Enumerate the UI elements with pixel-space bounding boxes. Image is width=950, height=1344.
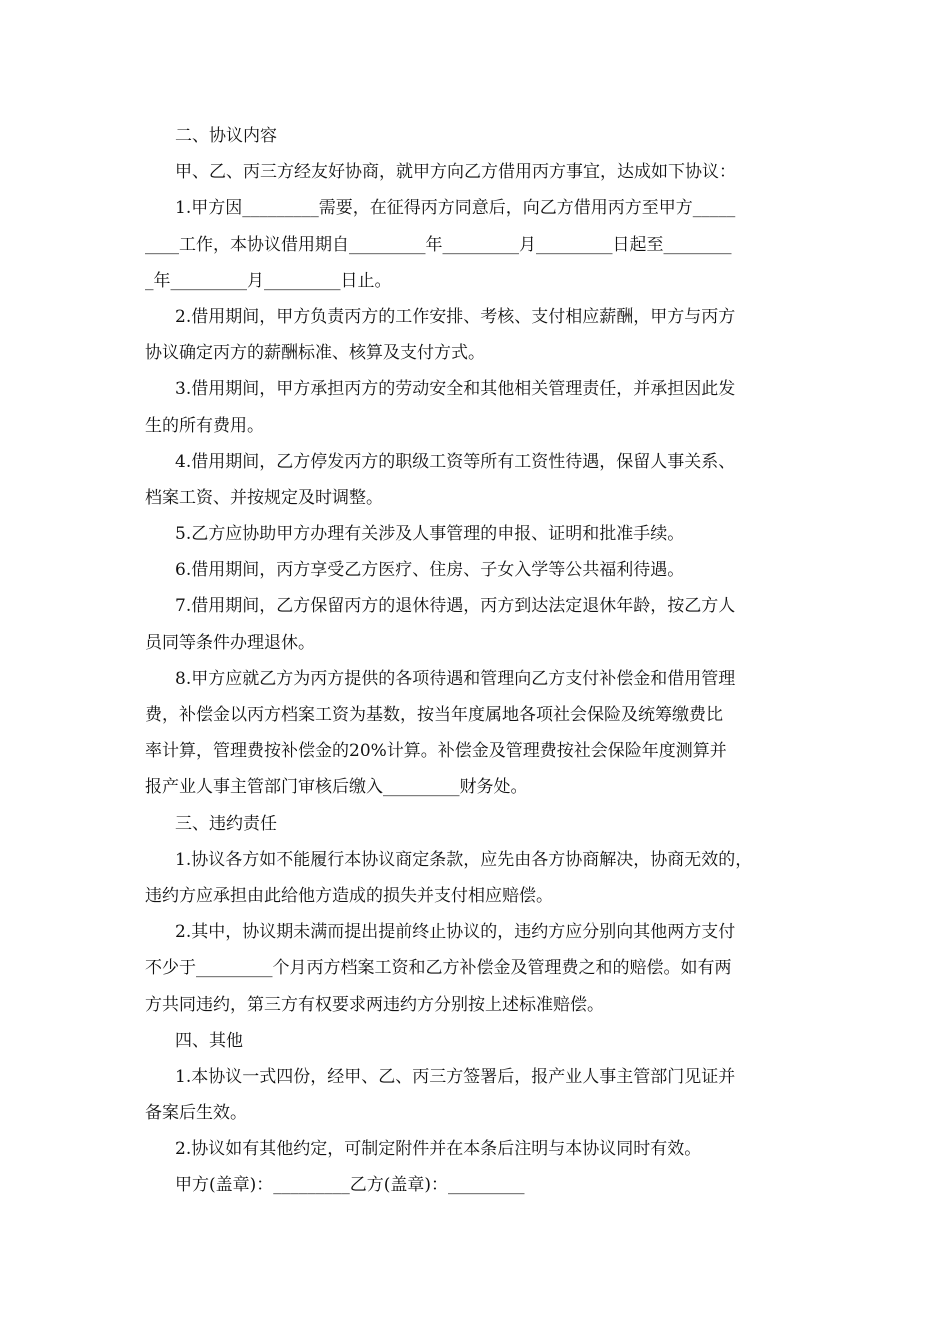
- document-body: [145, 118, 810, 1204]
- paragraph-line: 2.其中，协议期未满而提出提前终止协议的，违约方应分别向其他两方支付: [175, 922, 736, 943]
- paragraph-line: 生的所有费用。: [145, 415, 264, 436]
- paragraph-line: ____工作，本协议借用期自_________年_________月_________日起至________: [145, 234, 732, 255]
- paragraph-line: 方共同违约，第三方有权要求两违约方分别按上述标准赔偿。: [145, 994, 604, 1015]
- section-heading: 四、其他: [175, 1030, 243, 1051]
- paragraph-line: 不少于_________个月丙方档案工资和乙方补偿金及管理费之和的赔偿。如有两: [145, 958, 732, 979]
- paragraph-line: 员同等条件办理退休。: [145, 632, 315, 653]
- signature-line: 甲方(盖章)：_________乙方(盖章)：_________: [175, 1175, 525, 1196]
- paragraph-line: _年_________月_________日止。: [145, 270, 392, 291]
- paragraph-line: 协议确定丙方的薪酬标准、核算及支付方式。: [145, 343, 485, 364]
- paragraph-line: 2.协议如有其他约定，可制定附件并在本条后注明与本协议同时有效。: [175, 1139, 702, 1160]
- paragraph-line: 4.借用期间，乙方停发丙方的职级工资等所有工资性待遇，保留人事关系、: [175, 451, 736, 472]
- paragraph-line: 违约方应承担由此给他方造成的损失并支付相应赔偿。: [145, 885, 553, 906]
- paragraph-line: 1.甲方因_________需要，在征得丙方同意后，向乙方借用丙方至甲方_____: [175, 198, 736, 219]
- paragraph-line: 3.借用期间，甲方承担丙方的劳动安全和其他相关管理责任，并承担因此发: [175, 379, 736, 400]
- paragraph-line: 2.借用期间，甲方负责丙方的工作安排、考核、支付相应薪酬，甲方与丙方: [175, 306, 736, 327]
- paragraph-line: 7.借用期间，乙方保留丙方的退休待遇，丙方到达法定退休年龄，按乙方人: [175, 596, 736, 617]
- paragraph-line: 费，补偿金以丙方档案工资为基数，按当年度属地各项社会保险及统筹缴费比: [145, 705, 723, 725]
- paragraph-line: 率计算，管理费按补偿金的20%计算。补偿金及管理费按社会保险年度测算并: [145, 741, 727, 762]
- paragraph-line: 5.乙方应协助甲方办理有关涉及人事管理的申报、证明和批准手续。: [175, 524, 685, 545]
- section-heading: 二、协议内容: [175, 126, 277, 146]
- paragraph-line: 6.借用期间，丙方享受乙方医疗、住房、子女入学等公共福利待遇。: [175, 560, 685, 581]
- section-heading: 三、违约责任: [175, 813, 277, 834]
- paragraph-line: 备案后生效。: [145, 1103, 247, 1124]
- paragraph-line: 报产业人事主管部门审核后缴入_________财务处。: [145, 777, 528, 798]
- paragraph-line: 档案工资、并按规定及时调整。: [145, 487, 383, 508]
- paragraph-line: 甲、乙、丙三方经友好协商，就甲方向乙方借用丙方事宜，达成如下协议：: [175, 162, 736, 183]
- paragraph-line: 8.甲方应就乙方为丙方提供的各项待遇和管理向乙方支付补偿金和借用管理: [175, 668, 736, 689]
- paragraph-line: 1.本协议一式四份，经甲、乙、丙三方签署后，报产业人事主管部门见证并: [175, 1066, 736, 1087]
- paragraph-line: 1.协议各方如不能履行本协议商定条款，应先由各方协商解决，协商无效的，: [175, 849, 753, 870]
